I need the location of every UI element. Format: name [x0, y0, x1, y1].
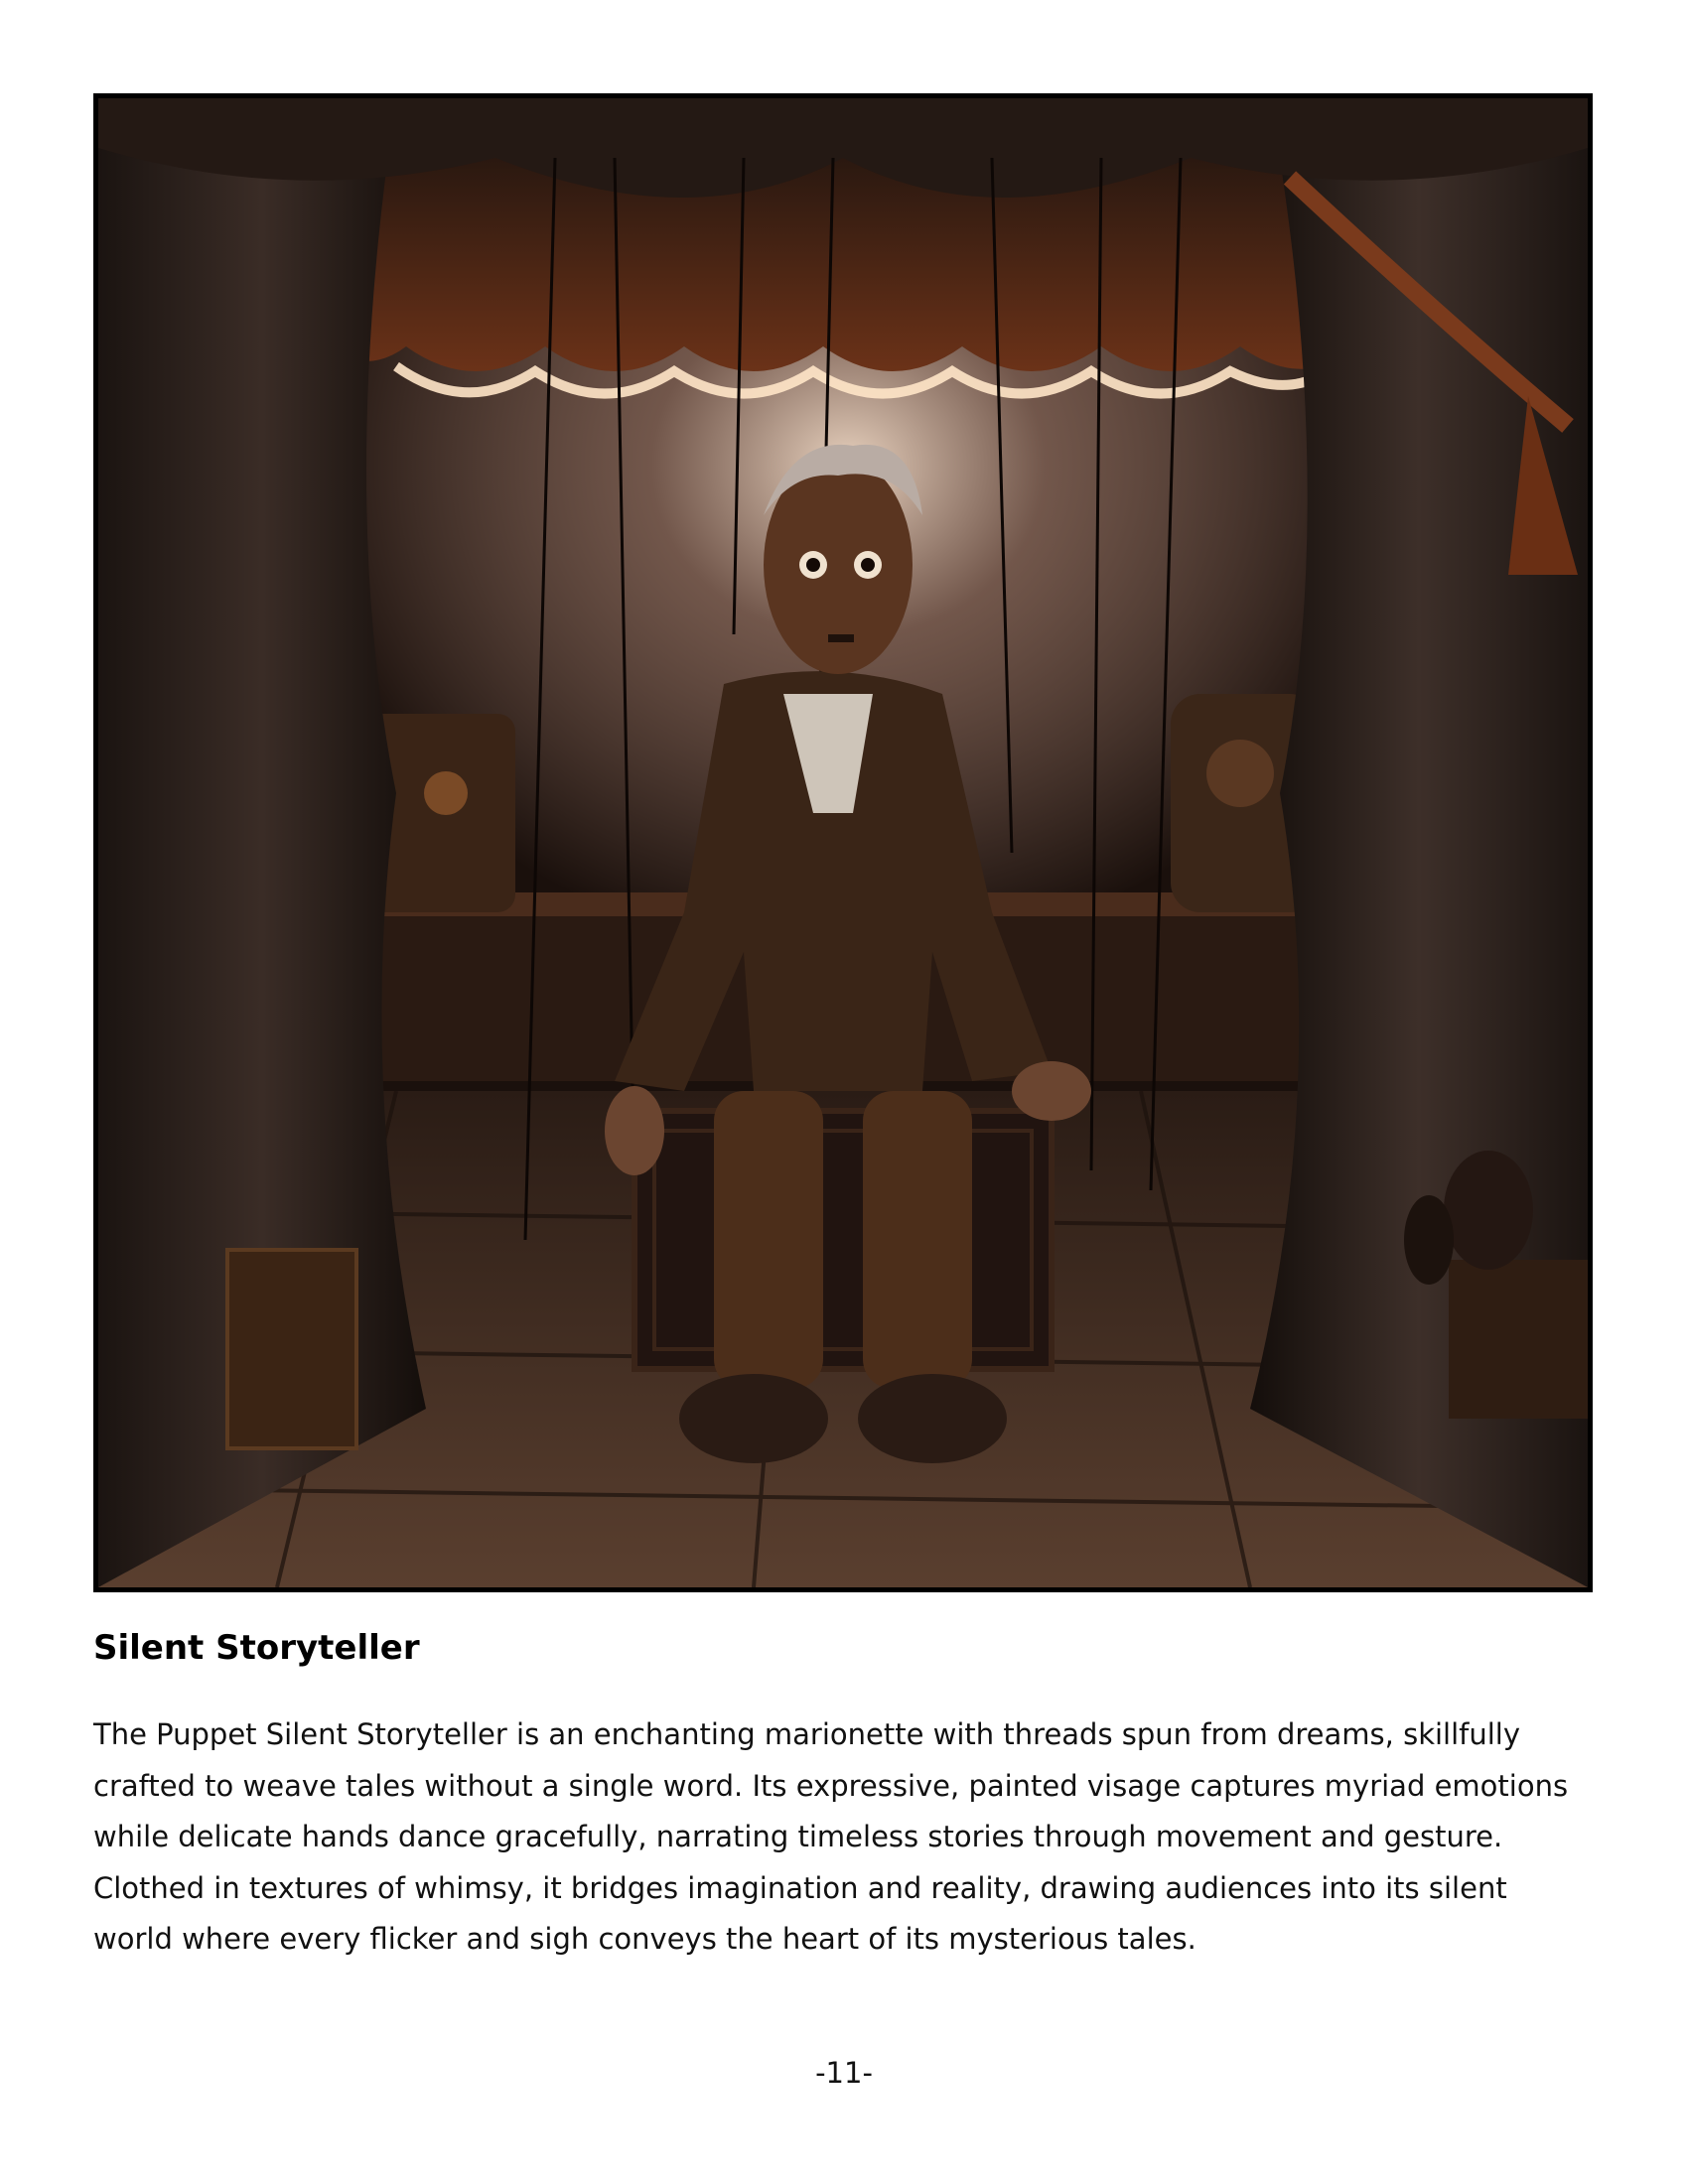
description-paragraph: The Puppet Silent Storyteller is an enchanting marionette with threads spun from dreams, skillfully crafted to weave tales without a single word. Its expressive, painted visage captures myriad emotions while delicate hands dance gracefully, narrating timeless stories through movement and gesture. Clothed in textures of whimsy, it bridges imagination and reality, drawing audiences into its silent world where every flicker and sigh conveys the heart of its mysterious tales. — [93, 1717, 1569, 1956]
marionette-illustration — [93, 93, 1593, 1592]
marionette-stage-image — [98, 98, 1588, 1587]
page-title: Silent Storyteller — [93, 1628, 420, 1668]
page-number: -11- — [815, 2056, 873, 2090]
